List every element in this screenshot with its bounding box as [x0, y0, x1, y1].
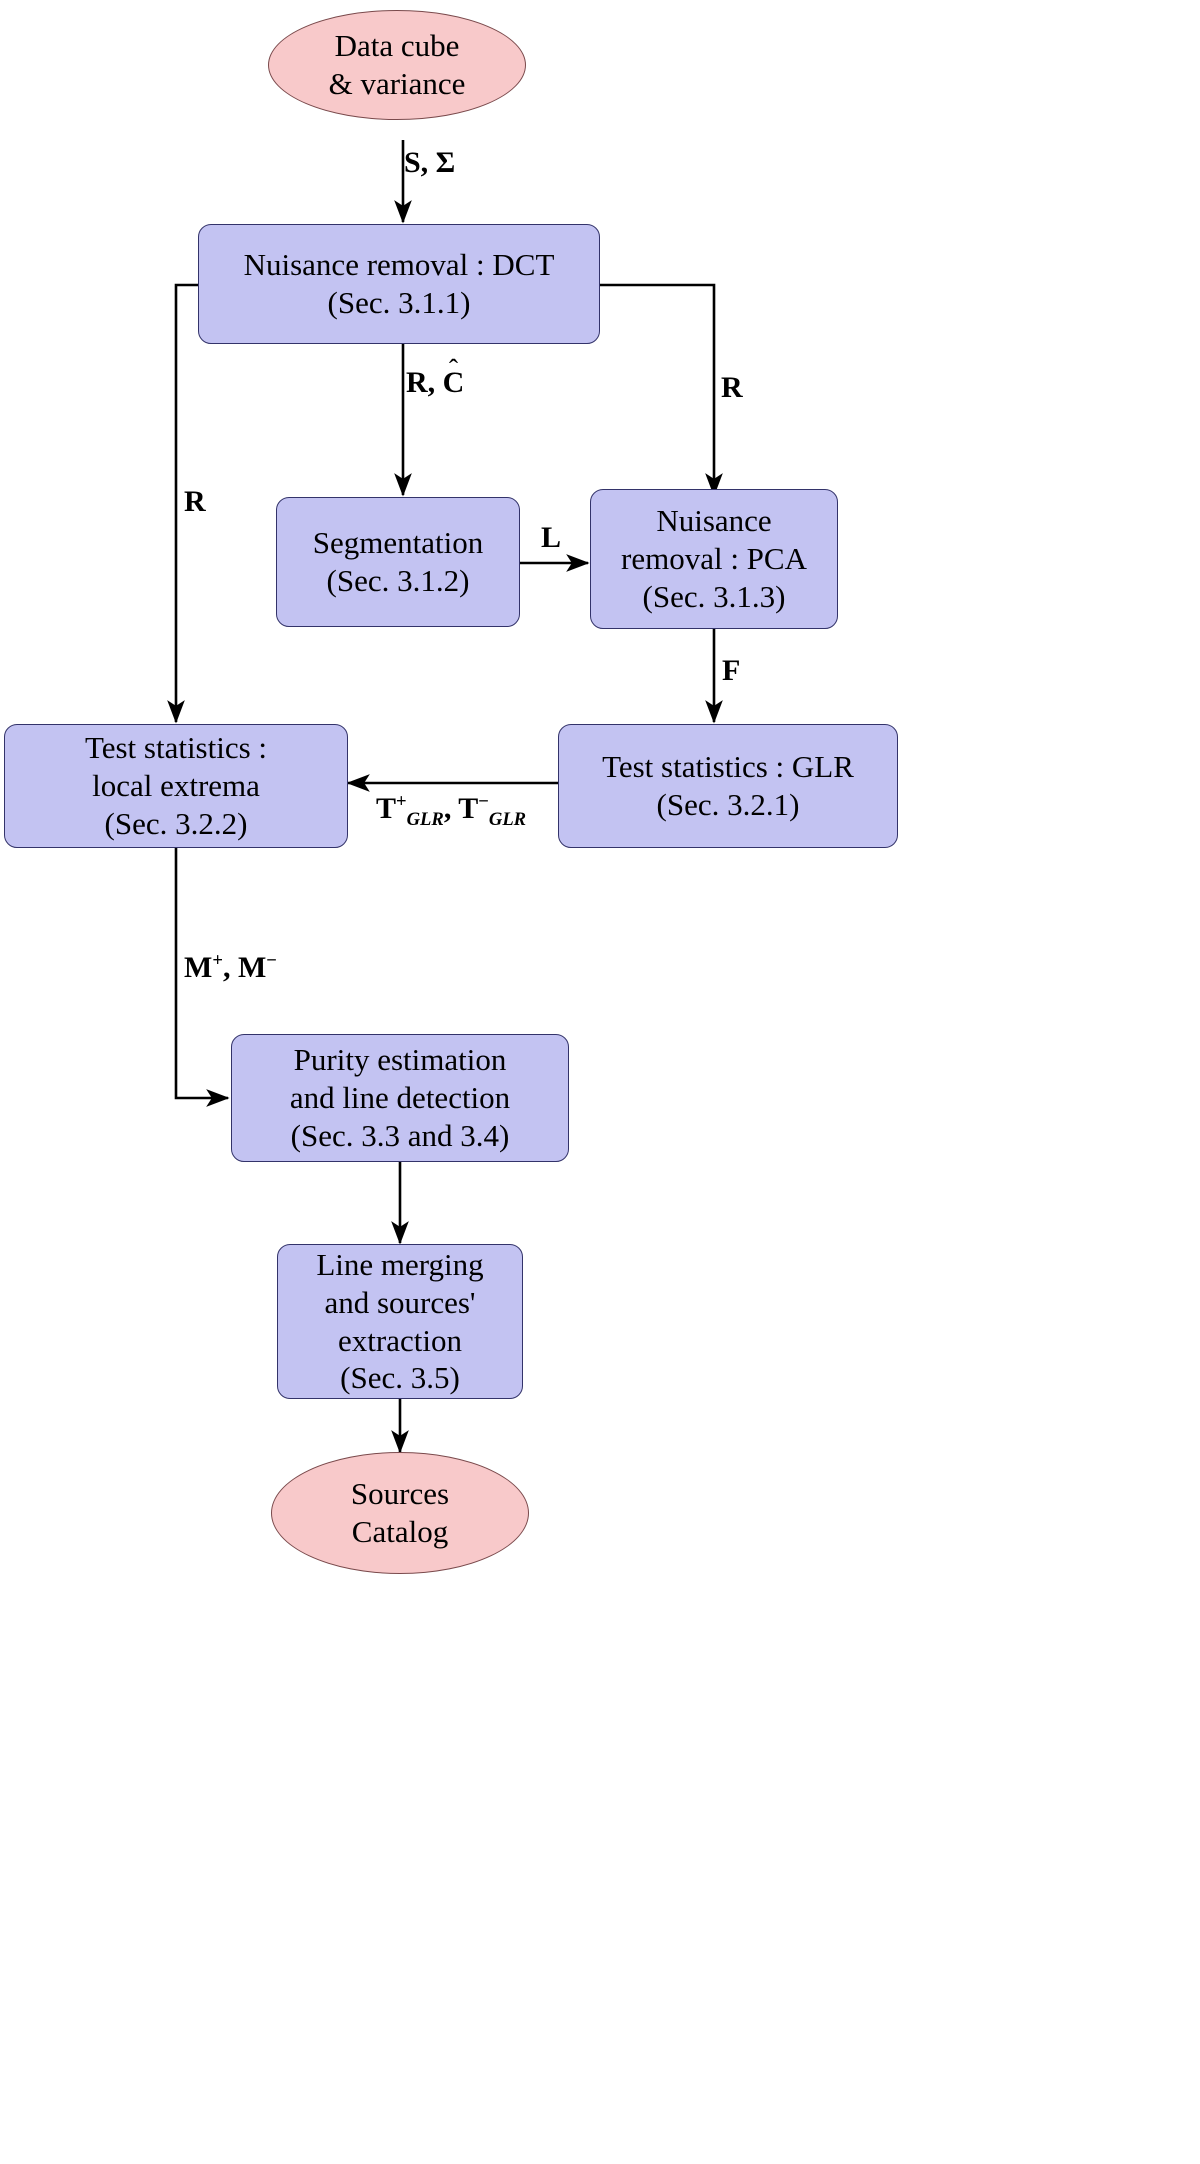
node-data-cube	[268, 10, 526, 120]
node-data-cube-line-1: Data cube	[334, 28, 460, 64]
node-test-glr-line-1: Test statistics : GLR	[602, 749, 854, 785]
node-sources-catalog-line-1: Sources	[350, 1476, 450, 1512]
node-nuisance-removal-pca-line-3: (Sec. 3.1.3)	[642, 578, 786, 614]
node-test-statistics-local-extrema	[4, 724, 348, 848]
edge-label-f: F	[722, 654, 741, 687]
edge-label-s-sigma: S, Σ	[404, 146, 456, 179]
node-test-local-extrema-line-3: (Sec. 3.2.2)	[104, 805, 248, 841]
node-nuisance-removal-pca-line-2: removal : PCA	[621, 541, 807, 577]
node-segmentation	[276, 497, 520, 627]
edge-label-m-plus-minus: M+, M−	[184, 950, 277, 984]
node-line-merging	[277, 1244, 523, 1399]
node-line-merging-line-3: extraction	[338, 1322, 462, 1358]
node-line-merging-line-1: Line merging	[316, 1246, 484, 1282]
node-segmentation-line-2: (Sec. 3.1.2)	[326, 563, 470, 598]
edge-label-r-right: R	[721, 371, 743, 404]
edge-label-r-chat: R, C	[406, 366, 465, 399]
node-segmentation-line-1: Segmentation	[312, 525, 484, 561]
node-nuisance-removal-dct-line-2: (Sec. 3.1.1)	[327, 285, 471, 320]
node-nuisance-removal-pca	[590, 489, 838, 629]
node-purity-estimation	[231, 1034, 569, 1162]
edge-nuisance-dct-to-nuisance-pca	[600, 285, 714, 495]
node-nuisance-removal-pca-line-1: Nuisance	[656, 503, 772, 539]
node-line-merging-line-4: (Sec. 3.5)	[340, 1360, 460, 1396]
node-purity-line-1: Purity estimation	[293, 1042, 507, 1078]
node-purity-line-2: and line detection	[289, 1080, 511, 1116]
node-test-local-extrema-line-2: local extrema	[92, 768, 260, 804]
node-nuisance-removal-dct	[198, 224, 600, 344]
node-line-merging-line-2: and sources'	[324, 1284, 476, 1320]
node-test-local-extrema-line-1: Test statistics :	[84, 730, 268, 766]
node-purity-line-3: (Sec. 3.3 and 3.4)	[290, 1117, 510, 1153]
edge-label-tglr: $T^+_{GLR}$, $T^-_{GLR}$	[376, 791, 527, 830]
node-test-glr-line-2: (Sec. 3.2.1)	[656, 787, 800, 822]
node-data-cube-line-2: & variance	[328, 66, 466, 101]
edge-label-r-left: R	[184, 485, 206, 518]
node-nuisance-removal-dct-line-1: Nuisance removal : DCT	[243, 247, 555, 283]
node-test-statistics-glr	[558, 724, 898, 848]
edge-label-l: L	[541, 521, 562, 554]
node-sources-catalog	[271, 1452, 529, 1574]
node-sources-catalog-line-2: Catalog	[351, 1514, 449, 1549]
